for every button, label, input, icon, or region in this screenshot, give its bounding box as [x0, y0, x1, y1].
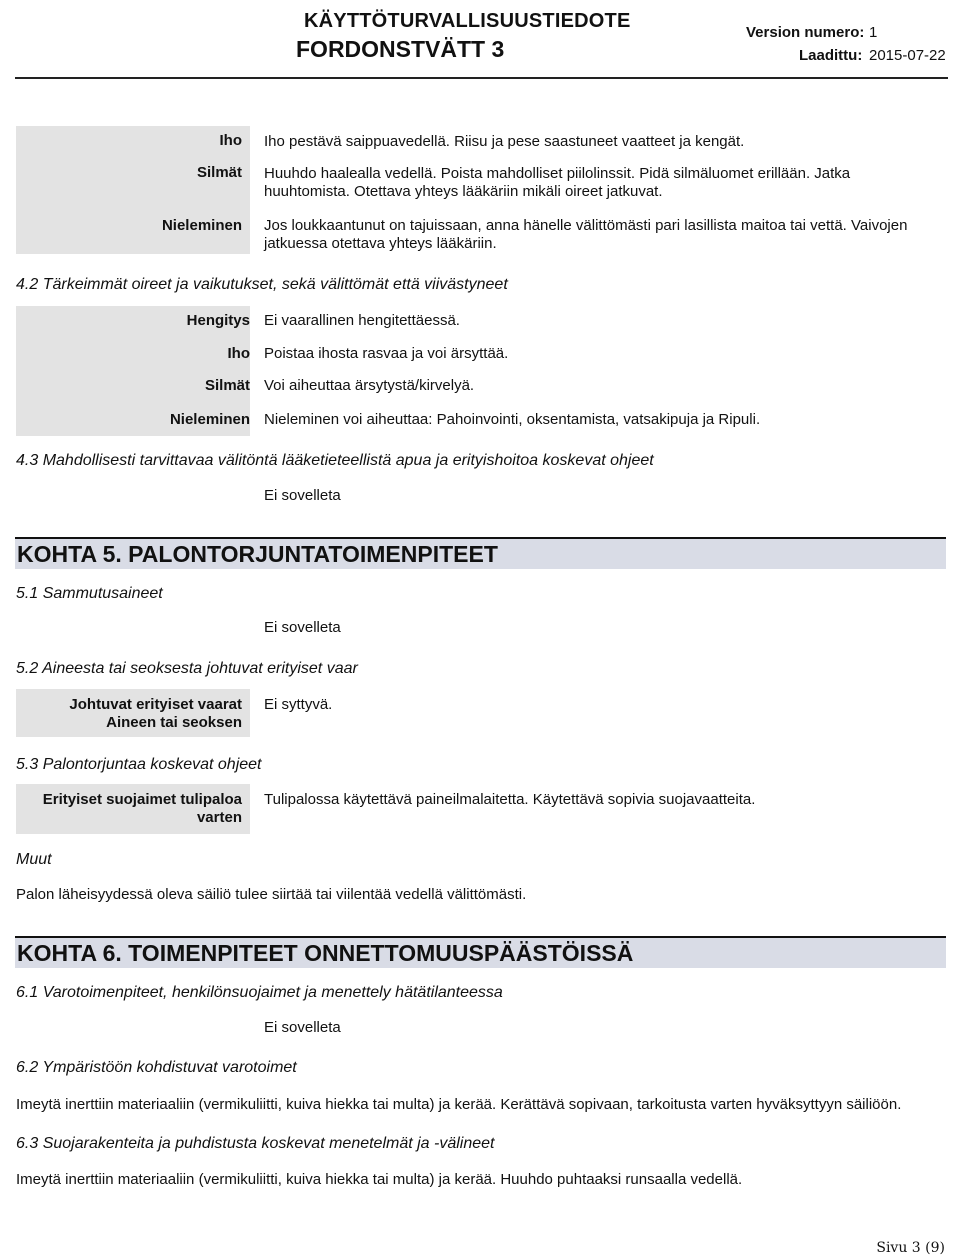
symptom-label-ingestion: Nieleminen [169, 411, 250, 428]
special-hazards-text: Ei syttyvä. [264, 696, 333, 713]
special-hazards-label-line1: Johtuvat erityiset vaarat [69, 696, 242, 713]
symptom-text-breathing: Ei vaarallinen hengitettäessä. [264, 312, 460, 329]
protective-equipment-label [16, 784, 250, 834]
page-number: Sivu 3 (9) [876, 1240, 945, 1256]
first-aid-label-skin: Iho [16, 126, 250, 190]
symptom-label-eyes: Silmät [204, 377, 250, 394]
version-value: 1 [869, 24, 878, 41]
section-6-title: KOHTA 6. TOIMENPITEET ONNETTOMUUSPÄÄSTÖISSÄ [15, 936, 946, 968]
symptom-label-breathing: Hengitys [186, 312, 250, 329]
section-6-2-text: Imeytä inerttiin materiaaliin (vermikuliitti, kuiva hiekka tai multa) ja kerää. Kerättävä sopivaan, tarkoitusta varten hyväksyttyyn säiliöön. [16, 1096, 902, 1113]
first-aid-text-ingestion: Jos loukkaantunut on tajuissaan, anna hänelle välittömästi pari lasillista maitoa tai vettä. Vaivojen jatkuessa otettava yhteys lääkäriin. [264, 217, 908, 252]
section-5-3-heading: 5.3 Palontorjuntaa koskevat ohjeet [16, 756, 262, 773]
version-label: Version numero: [746, 24, 865, 41]
section-5-2-heading: 5.2 Aineesta tai seoksesta johtuvat erityiset vaar [16, 660, 358, 677]
protective-equipment-label-line2: varten [196, 809, 242, 826]
special-hazards-label-line2: Aineen tai seoksen [106, 714, 242, 731]
first-aid-text-skin: Iho pestävä saippuavedellä. Riisu ja pese saastuneet vaatteet ja kengät. [264, 133, 745, 150]
first-aid-label-ingestion: Nieleminen [16, 208, 250, 254]
document-title: KÄYTTÖTURVALLISUUSTIEDOTE [304, 10, 631, 32]
section-4-3-heading: 4.3 Mahdollisesti tarvittavaa välitöntä lääketieteellistä apua ja erityishoitoa koskevat ohjeet [16, 452, 654, 469]
section-6-3-heading: 6.3 Suojarakenteita ja puhdistusta koskevat menetelmät ja -välineet [16, 1135, 495, 1152]
protective-equipment-label-line1: Erityiset suojaimet tulipaloa [42, 791, 242, 808]
symptom-text-ingestion: Nieleminen voi aiheuttaa: Pahoinvointi, oksentamista, vatsakipuja ja Ripuli. [264, 411, 761, 428]
section-5-1-heading: 5.1 Sammutusaineet [16, 585, 163, 602]
first-aid-text-eyes: Huuhdo haalealla vedellä. Poista mahdolliset piilolinssit. Pidä silmäluomet erillään. Jatka huuhtomista. Otettava yhteys lääkäriin mikäli oireet jatkuvat. [264, 165, 851, 200]
section-4-2-heading: 4.2 Tärkeimmät oireet ja vaikutukset, sekä välittömät että viivästyneet [16, 276, 508, 293]
other-heading: Muut [16, 851, 52, 868]
date-label: Laadittu: [799, 47, 863, 64]
section-4-3-text: Ei sovelleta [264, 487, 341, 504]
first-aid-label-eyes: Silmät [16, 158, 250, 214]
symptom-text-eyes: Voi aiheuttaa ärsytystä/kirvelyä. [264, 377, 475, 394]
section-5-1-text: Ei sovelleta [264, 619, 341, 636]
section-5-title: KOHTA 5. PALONTORJUNTATOIMENPITEET [15, 537, 946, 569]
header-divider [15, 77, 948, 79]
section-6-3-text: Imeytä inerttiin materiaaliin (vermikuliitti, kuiva hiekka tai multa) ja kerää. Huuhdo puhtaaksi runsaalla vedellä. [16, 1171, 743, 1188]
symptom-text-skin: Poistaa ihosta rasvaa ja voi ärsyttää. [264, 345, 509, 362]
section-6-1-heading: 6.1 Varotoimenpiteet, henkilönsuojaimet ja menettely hätätilanteessa [16, 984, 503, 1001]
date-value: 2015-07-22 [869, 47, 946, 64]
other-text: Palon läheisyydessä oleva säiliö tulee siirtää tai viilentää vedellä välittömästi. [16, 886, 527, 903]
product-name: FORDONSTVÄTT 3 [296, 36, 505, 62]
section-6-1-text: Ei sovelleta [264, 1019, 341, 1036]
section-6-2-heading: 6.2 Ympäristöön kohdistuvat varotoimet [16, 1059, 297, 1076]
protective-equipment-text: Tulipalossa käytettävä paineilmalaitetta. Käytettävä sopivia suojavaatteita. [264, 791, 756, 808]
symptom-label-skin: Iho [227, 345, 250, 362]
special-hazards-label [16, 689, 250, 737]
